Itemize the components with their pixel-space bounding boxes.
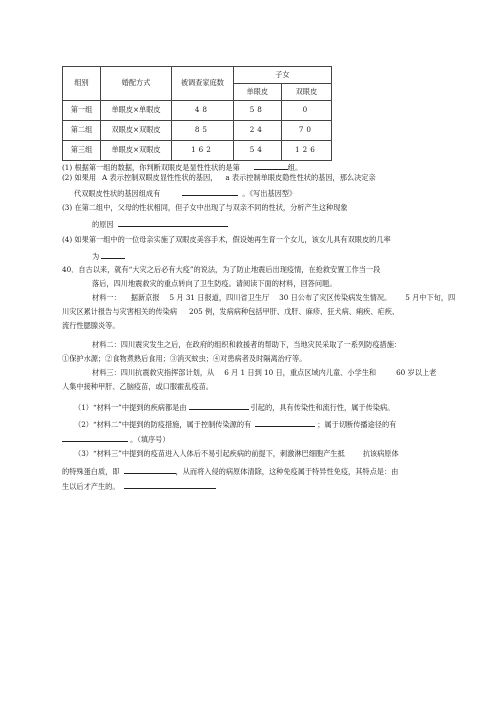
answer-blank[interactable] bbox=[254, 161, 288, 170]
sub-question-2-text-a: （2）“材料二”中提到的防疫措施，属于控制传染源的有 bbox=[74, 420, 252, 429]
question-40-intro-2: 落后，四川地震救灾的重点转向了卫生防疫。请阅读下面的材料，回答问题。 bbox=[92, 279, 337, 288]
sub-question-1 bbox=[74, 401, 394, 413]
question-2-text-c: a 表示控制单眼皮隐性性状的基因，那么决定亲 bbox=[225, 173, 376, 182]
material-1-line-2 bbox=[62, 308, 399, 317]
cell-group: 第二组 bbox=[63, 121, 101, 141]
material-3 bbox=[92, 369, 436, 378]
question-4 bbox=[62, 236, 391, 245]
sub-question-3-text-d: ，从而将入侵的病原体清除，这种免疫属于特异性免疫，其特点是：由 bbox=[175, 467, 399, 476]
sub-question-3-text-e: 生以后才产生的。 bbox=[62, 482, 120, 491]
material-1-label: 材料一： bbox=[92, 293, 121, 302]
answer-blank[interactable] bbox=[255, 418, 315, 427]
material-1-text-e: 5 月中下旬，四 bbox=[405, 293, 456, 302]
sub-question-3-text-b: 抗该病原体 bbox=[362, 449, 399, 458]
cell-group: 第三组 bbox=[63, 141, 101, 161]
cell-families: 162 bbox=[172, 141, 234, 161]
material-3-text-b: 6 月 1 日到 10 日，重点区域内儿童、小学生和 bbox=[224, 368, 377, 377]
question-4-text-b: 为 bbox=[92, 252, 100, 261]
cell-marriage: 双眼皮×双眼皮 bbox=[101, 121, 172, 141]
question-3-text-a: (3) 在第二组中，父母的性状相同，但子女中出现了与双亲不同的性状，分析产生这种现象 bbox=[62, 203, 348, 212]
sub-question-2-line-2 bbox=[62, 433, 170, 445]
cell-single: 54 bbox=[233, 141, 281, 161]
sub-question-2 bbox=[74, 418, 396, 430]
header-single: 单眼皮 bbox=[233, 84, 281, 101]
answer-blank[interactable] bbox=[182, 187, 238, 196]
material-1-text-g: 205 例，发病病种包括甲肝、戊肝、麻疹、狂犬病、痢疾、疟疾、 bbox=[189, 307, 400, 316]
material-1-line-3: 流行性腮腺炎等。 bbox=[62, 321, 120, 330]
cell-double: 70 bbox=[281, 121, 331, 141]
cell-single: 24 bbox=[233, 121, 281, 141]
question-4-line-2 bbox=[92, 250, 125, 262]
material-2: 材料二：四川震灾发生之后，在政府的组织和救援者的帮助下，当地灾民采取了一系列防疫措施： bbox=[92, 340, 402, 349]
sub-question-2-text-c: 。（填序号） bbox=[130, 435, 170, 444]
answer-blank[interactable] bbox=[118, 218, 228, 227]
sub-question-2-text-b: ；属于切断传播途径的有 bbox=[317, 420, 397, 429]
question-1-text: (1) 根据第一组的数据，你判断双眼皮是显性性状的是第 bbox=[62, 163, 240, 172]
sub-question-3-line-2 bbox=[62, 465, 398, 477]
header-double: 双眼皮 bbox=[281, 84, 331, 101]
header-children: 子女 bbox=[233, 67, 331, 84]
material-1-text-b: 据新京报 bbox=[130, 293, 160, 302]
answer-blank[interactable] bbox=[124, 465, 176, 474]
question-2-text-b: A 表示控制双眼皮显性性状的基因， bbox=[102, 173, 218, 182]
header-group: 组别 bbox=[63, 67, 101, 101]
question-40-intro: 40．自古以来，就有“大灾之后必有大疫”的说法，为了防止地震后出现疫情，在抢救安置工作当一段 bbox=[62, 265, 381, 274]
sub-question-3-line-3 bbox=[62, 480, 216, 492]
question-2-text-d: 代双眼皮性状的基因组成有 bbox=[74, 189, 161, 198]
material-3-line-2: 人集中接种甲肝、乙脑疫苗，或口服霍乱疫苗。 bbox=[62, 382, 213, 391]
question-1 bbox=[62, 161, 302, 173]
cell-double: 126 bbox=[281, 141, 331, 161]
header-families: 被调查家庭数 bbox=[172, 67, 234, 101]
question-4-text-a: (4) 如果第一组中的一位母亲实施了双眼皮美容手术，假设她再生育一个女儿，该女儿具有双眼皮的几率 bbox=[62, 235, 391, 244]
question-2-text-a: (2) 如果用 bbox=[62, 173, 97, 182]
question-3-line-2 bbox=[92, 218, 228, 230]
material-1-text-c: 5 月 31 日报道，四川省卫生厅 bbox=[169, 293, 270, 302]
header-marriage: 婚配方式 bbox=[101, 67, 172, 101]
cell-double: 0 bbox=[281, 101, 331, 121]
cell-marriage: 单眼皮×双眼皮 bbox=[101, 141, 172, 161]
cell-group: 第一组 bbox=[63, 101, 101, 121]
answer-blank[interactable] bbox=[189, 401, 249, 410]
sub-question-3 bbox=[74, 450, 399, 459]
question-2-text-e: 。《写出基因型》 bbox=[242, 189, 297, 198]
material-3-text-c: 60 岁以上老 bbox=[396, 368, 437, 377]
question-3-text-b: 的原因 bbox=[92, 220, 114, 229]
cell-families: 85 bbox=[172, 121, 234, 141]
sub-question-3-text-a: （3）“材料三”中提到的疫苗进入人体后不易引起疾病的前提下，刺激淋巴细胞产生抵 bbox=[74, 449, 345, 458]
question-2 bbox=[62, 174, 376, 183]
material-3-text-a: 材料三：四川抗震救灾指挥部计划，从 bbox=[92, 368, 215, 377]
answer-blank[interactable] bbox=[124, 480, 216, 489]
answer-blank[interactable] bbox=[62, 433, 128, 442]
answer-blank[interactable] bbox=[101, 250, 125, 259]
material-1 bbox=[92, 294, 455, 303]
table-row bbox=[63, 101, 332, 121]
table-row bbox=[63, 141, 332, 161]
material-1-text-d: 30 日公布了灾区传染病发生情况。 bbox=[279, 293, 392, 302]
cell-marriage: 单眼皮×单眼皮 bbox=[101, 101, 172, 121]
table-row bbox=[63, 121, 332, 141]
question-2-line-2 bbox=[74, 187, 296, 199]
eyelid-survey-table bbox=[62, 66, 332, 161]
cell-single: 58 bbox=[233, 101, 281, 121]
cell-families: 48 bbox=[172, 101, 234, 121]
material-2-line-2: ①保护水源；②食物煮熟后食用；③消灭蚊虫；④对患病者及时隔离治疗等。 bbox=[62, 354, 307, 363]
question-1-suffix: 组。 bbox=[287, 163, 303, 172]
sub-question-1-text-b: 引起的，具有传染性和流行性，属于传染病。 bbox=[250, 403, 395, 412]
sub-question-3-text-c: 的特殊蛋白质，即 bbox=[62, 467, 120, 476]
material-1-text-f: 川灾区累计报告与灾害相关的传染病 bbox=[62, 307, 178, 316]
sub-question-1-text-a: （1）“材料一”中提到的疾病都是由 bbox=[74, 403, 187, 412]
question-3 bbox=[62, 204, 348, 213]
